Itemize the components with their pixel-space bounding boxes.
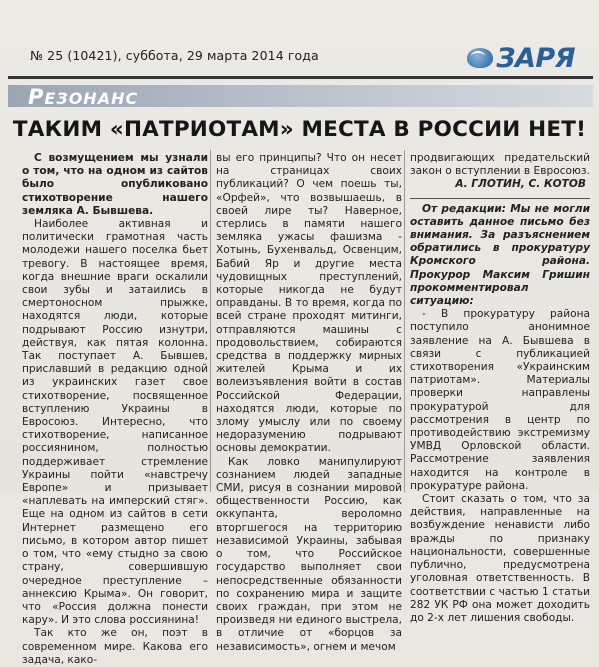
rubric-band <box>8 85 593 107</box>
logo-text: ЗАРЯ <box>496 42 575 74</box>
section-divider <box>410 198 590 199</box>
masthead <box>8 38 593 76</box>
issue-line: № 25 (10421), суббота, 29 марта 2014 года <box>30 48 319 63</box>
article-signature: А. ГЛОТИН, С. КОТОВ <box>455 178 586 191</box>
article-headline: ТАКИМ «ПАТРИОТАМ» МЕСТА В РОССИИ НЕТ! <box>12 117 587 142</box>
article-column-3 <box>410 152 590 625</box>
rubric-rest: ЕЗОНАНС <box>44 89 139 108</box>
masthead-rule <box>8 76 593 79</box>
article-paragraph: Так кто же он, поэт в современном мире. Какова его задача, како- <box>22 627 208 666</box>
article-paragraph: Как ловко манипулируют сознанием людей западные СМИ, рисуя в сознании мировой общественности Россию, как оккупанта, вероломно вторгшегося на территорию независимой Украины, забывая о том, что Российское государство выполняет свои непосредственные обязанности по сохранению мира и защите своих граждан, при этом не произведя ни единого выстрела, в отличие от «борцов за независимость», огнем и мечом <box>216 455 402 653</box>
article-paragraph: Стоит сказать о том, что за действия, направленные на возбуждение ненависти либо вражды по признаку национальности, совершенные публично, предусмотрена уголовная ответственность. В соответствии с частью 1 статьи 282 УК РФ она может доходить до 2-х лет лишения свободы. <box>410 493 590 624</box>
editor-note: От редакции: Мы не могли оставить данное письмо без внимания. За разъяснением обратились в прокуратуру Кромского района. Прокурор Максим Гришин прокомментировал ситуацию: <box>410 202 590 308</box>
column-divider <box>210 150 211 492</box>
article-lead: С возмущением мы узнали о том, что на одном из сайтов было опубликовано стихотворение нашего земляка А. Бывшева. <box>22 152 208 217</box>
logo-emblem-icon <box>467 48 493 68</box>
article-paragraph: Наиболее активная и политически грамотная часть молодежи нашего поселка бьет тревогу. В настоящее время, когда внешние враги оскалили свои зубы и затаились в смертоносном прыжке, находятся люди, которые подрывают Россию изнутри, действуя, как пятая колонна. Так поступает А. Бывшев, приславший в редакцию одной из украинских газет свое стихотворение, посвященное вступлению Украины в Евросоюз. Интересно, что стихотворение, написанное россиянином, полностью поддерживает стремление Украины пойти «навстречу Европе» и призывает «наплевать на имперский стяг». Еще на одном из сайтов в сети Интернет размещено его письмо, в котором автор пишет о том, что «ему стыдно за свою страну, совершившую очередное преступление – аннексию Крыма». Он говорит, что «Россия должна понести кару». И это слова россиянина! <box>22 218 208 627</box>
article-paragraph: - В прокуратуру района поступило анонимное заявление на А. Бывшева в связи с публикацией стихотворения «Украинским патриотам». Материалы проверки направлены прокуратурой для рассмотрения в центр по противодействию экстремизму УМВД Орловской области. Рассмотрение заявления находится на контроле в прокуратуре района. <box>410 308 590 492</box>
article-paragraph: продвигающих предательский закон о вступлении в Евросоюз. <box>410 152 590 178</box>
article-column-2 <box>216 152 402 654</box>
article-paragraph: вы его принципы? Что он несет на страницах своих публикаций? О чем поешь ты, «Орфей», что возвышаешь, в своей лире ты? Наверное, стерлись в памяти нашего земляка ужасы фашизма - Хотынь, Бухенвальд, Освенцим, Бабий Яр и другие места чудовищных преступлений, которые никогда не будут оправданы. В то время, когда по всей стране проходят митинги, отправляются машины с продовольствием, собираются средства в поддержку мирных жителей Крыма и их волеизъявления войти в состав Российской Федерации, находятся люди, которые по злому умыслу или по своему недоразумению подрывают основы демократии. <box>216 152 402 455</box>
column-divider <box>404 150 405 492</box>
newspaper-logo <box>467 44 575 72</box>
article-column-1 <box>22 152 208 667</box>
rubric-initial: Р <box>28 85 45 109</box>
rubric-label <box>28 85 138 109</box>
